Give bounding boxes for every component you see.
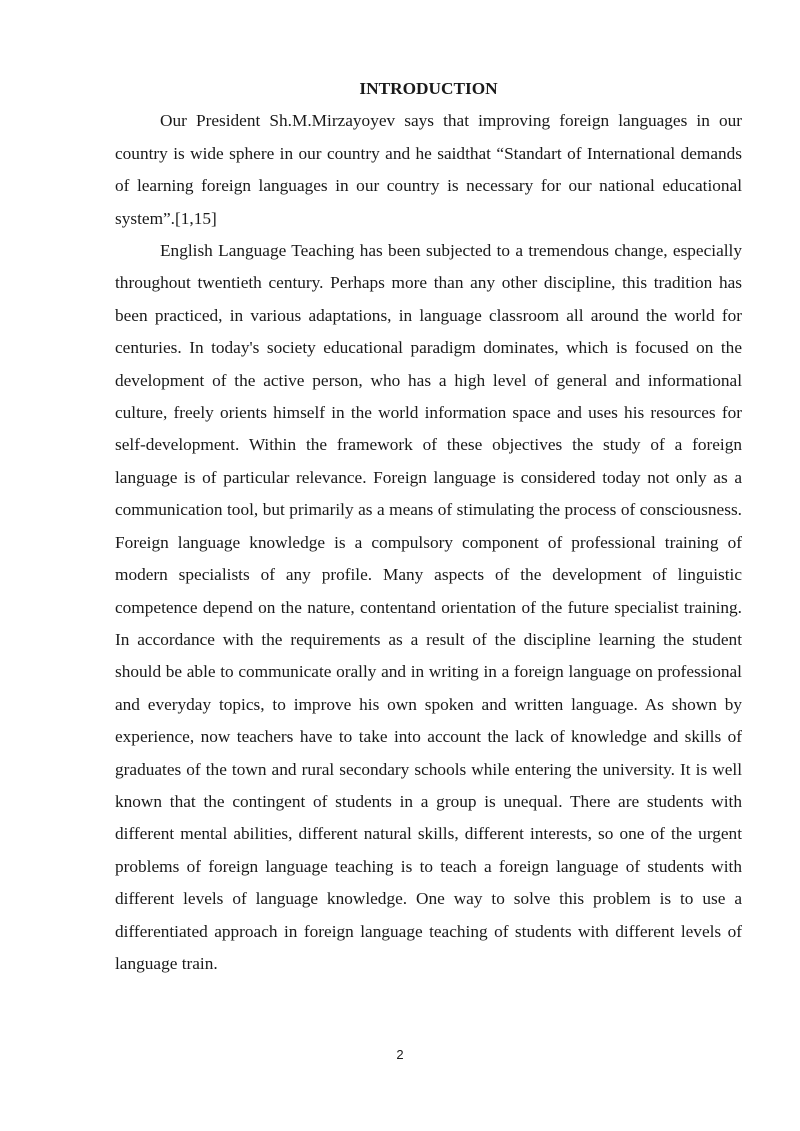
page-title: INTRODUCTION bbox=[359, 79, 498, 98]
page-content bbox=[115, 73, 742, 980]
paragraph-president-quote: Our President Sh.M.Mirzayoyev says that improving foreign languages in our country is wide sphere in our country and he saidthat “Standart of International demands of learning foreign languages in our country is necessary for our national educational system”.[1,15] bbox=[115, 111, 742, 228]
paragraph-elt-overview: English Language Teaching has been subjected to a tremendous change, especially throughout twentieth century. Perhaps more than any other discipline, this tradition has been practiced, in various adaptations, in language classroom all around the world for centuries. In today's society educational paradigm dominates, which is focused on the development of the active person, who has a high level of general and informational culture, freely orients himself in the world information space and uses his resources for self-development. Within the framework of these objectives the study of a foreign language is of particular relevance. Foreign language is considered today not only as a communication tool, but primarily as a means of stimulating the process of consciousness. Foreign language knowledge is a compulsory component of professional training of modern specialists of any profile. Many aspects of the development of linguistic competence depend on the nature, contentand orientation of the future specialist training. In accordance with the requirements as a result of the discipline learning the student should be able to communicate orally and in writing in a foreign language on professional and everyday topics, to improve his own spoken and written language. As shown by experience, now teachers have to take into account the lack of knowledge and skills of graduates of the town and rural secondary schools while entering the university. It is well known that the contingent of students in a group is unequal. There are students with different mental abilities, different natural skills, different interests, so one of the urgent problems of foreign language teaching is to teach a foreign language of students with different levels of language knowledge. One way to solve this problem is to use a differentiated approach in foreign language teaching of students with different levels of language train. bbox=[115, 241, 742, 973]
page-number: 2 bbox=[396, 1047, 404, 1062]
